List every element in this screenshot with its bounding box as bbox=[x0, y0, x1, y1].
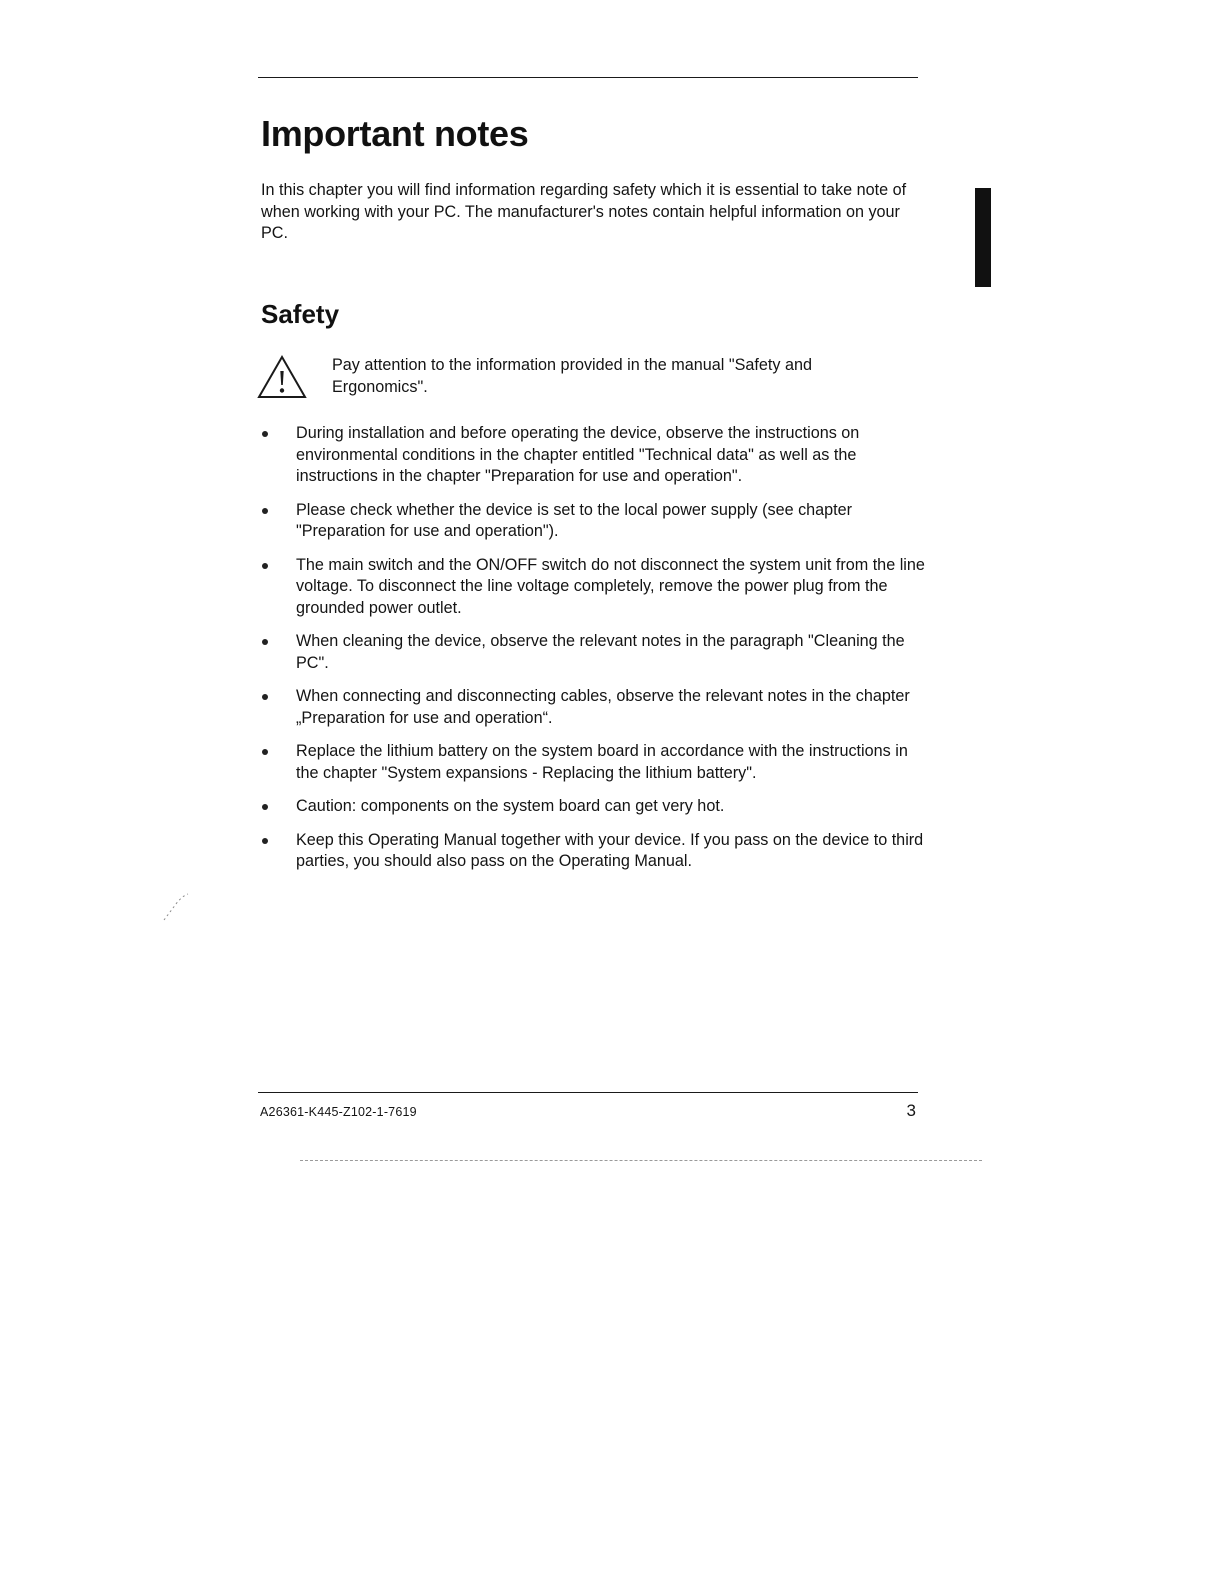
scan-edge-line bbox=[300, 1160, 982, 1161]
bullet-icon bbox=[262, 838, 268, 844]
bullet-icon bbox=[262, 639, 268, 645]
intro-paragraph: In this chapter you will find information regarding safety which it is essential to take note of when working with your PC. The manufacturer's notes contain helpful information on your PC. bbox=[261, 181, 907, 242]
document-number: A26361-K445-Z102-1-7619 bbox=[260, 1105, 417, 1119]
chapter-tab-marker bbox=[975, 188, 991, 287]
bullet-icon bbox=[262, 508, 268, 514]
list-item-text: The main switch and the ON/OFF switch do not disconnect the system unit from the line voltage. To disconnect the line voltage completely, remove the power plug from the grounded power outlet. bbox=[296, 555, 925, 617]
list-item bbox=[258, 500, 928, 543]
safety-list bbox=[258, 423, 928, 885]
list-item-text: During installation and before operating the device, observe the instructions on environmental conditions in the chapter entitled "Technical data" as well as the instructions in the chapter "Preparation for use and operation". bbox=[296, 424, 860, 485]
warning-note: Pay attention to the information provided in the manual "Safety and Ergonomics". bbox=[332, 356, 812, 396]
page-title: Important notes bbox=[261, 113, 529, 154]
list-item-text: When connecting and disconnecting cables, observe the relevant notes in the chapter „Preparation for use and operation“. bbox=[296, 687, 910, 727]
list-item bbox=[258, 796, 928, 818]
bullet-icon bbox=[262, 563, 268, 569]
footer-rule bbox=[258, 1092, 918, 1093]
page-number: 3 bbox=[906, 1101, 916, 1120]
bullet-icon bbox=[262, 804, 268, 810]
list-item bbox=[258, 555, 928, 620]
warning-triangle-icon bbox=[256, 354, 308, 400]
list-item-text: Keep this Operating Manual together with your device. If you pass on the device to third parties, you should also pass on the Operating Manual. bbox=[296, 830, 924, 870]
list-item bbox=[258, 423, 928, 488]
list-item-text: Caution: components on the system board can get very hot. bbox=[296, 797, 725, 815]
header-rule bbox=[258, 77, 918, 78]
list-item-text: When cleaning the device, observe the relevant notes in the paragraph "Cleaning the PC". bbox=[296, 632, 905, 672]
list-item bbox=[258, 631, 928, 674]
section-title: Safety bbox=[261, 299, 340, 329]
scan-artifact-mark bbox=[162, 892, 192, 922]
bullet-icon bbox=[262, 431, 268, 437]
list-item-text: Replace the lithium battery on the system board in accordance with the instructions in the chapter "System expansions - Replacing the lithium battery". bbox=[296, 742, 908, 782]
list-item bbox=[258, 741, 928, 784]
bullet-icon bbox=[262, 749, 268, 755]
list-item bbox=[258, 830, 928, 873]
bullet-icon bbox=[262, 694, 268, 700]
list-item-text: Please check whether the device is set to the local power supply (see chapter "Preparation for use and operation"). bbox=[296, 500, 853, 540]
list-item bbox=[258, 686, 928, 729]
